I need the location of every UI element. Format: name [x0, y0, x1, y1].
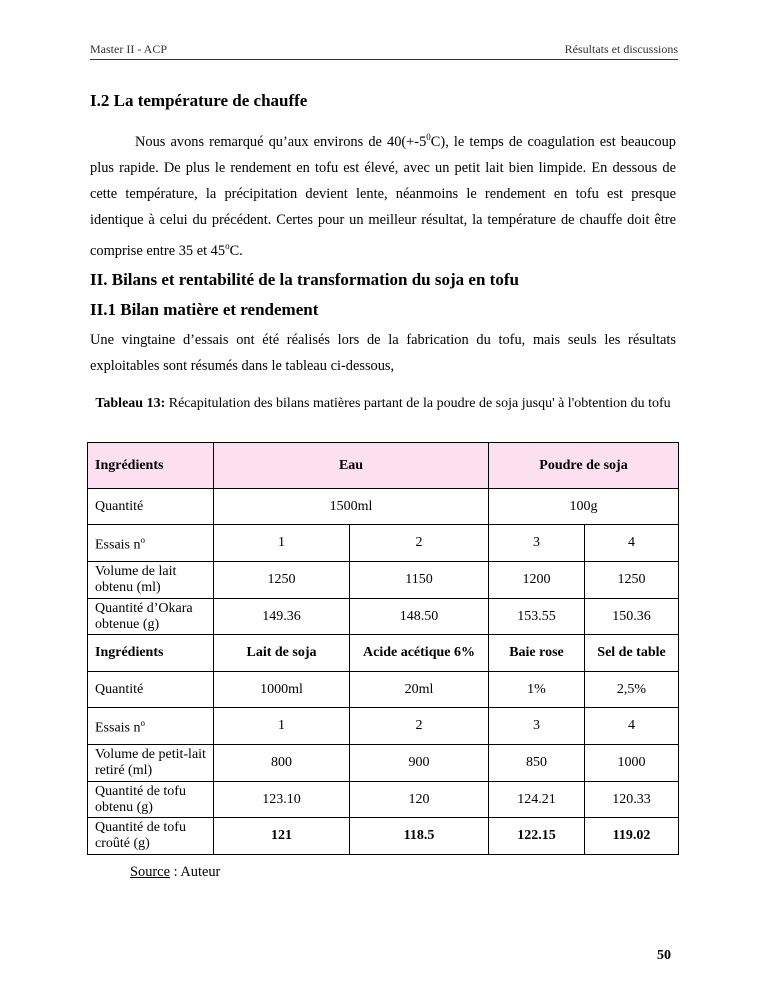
header-left: Master II - ACP [90, 42, 167, 56]
table-row-header-2 [88, 635, 679, 672]
paragraph-temperature [90, 124, 676, 264]
table-caption-label: Tableau 13: [95, 396, 166, 411]
cell-lait-soja: Lait de soja [214, 635, 350, 672]
cell-value: 1 [214, 708, 350, 745]
cell-quantite-label: Quantité [88, 672, 214, 708]
page-number: 50 [657, 948, 671, 963]
cell-value: 20ml [350, 672, 489, 708]
cell-value: 1150 [350, 562, 489, 599]
section-title-temperature: I.2 La température de chauffe [90, 91, 308, 110]
table-caption-text: Récapitulation des bilans matières partant de la poudre de soja jusqu' à l'obtention du tofu [165, 396, 671, 411]
cell-value: 3 [489, 708, 585, 745]
running-header [90, 42, 678, 60]
paragraph-temperature-c: C. [229, 242, 243, 259]
table-row-volume-lait [88, 562, 679, 599]
cell-ingredients-label: Ingrédients [88, 635, 214, 672]
cell-quantite-poudre: 100g [489, 489, 679, 525]
cell-value: 2 [350, 708, 489, 745]
essais-text: Essais n [95, 720, 141, 736]
cell-value: 2,5% [585, 672, 679, 708]
cell-value: 1000 [585, 745, 679, 782]
cell-value: 1200 [489, 562, 585, 599]
superscript-zero: 0 [426, 132, 431, 142]
table-row-quantite-2 [88, 672, 679, 708]
table-row-essais-2 [88, 708, 679, 745]
table-source [130, 864, 220, 881]
cell-volume-lait-label: Volume de lait obtenu (ml) [88, 562, 214, 599]
cell-quantite-eau: 1500ml [214, 489, 489, 525]
cell-value: 850 [489, 745, 585, 782]
cell-value: 119.02 [585, 818, 679, 855]
cell-value: 2 [350, 525, 489, 562]
essais-text: Essais n [95, 537, 141, 553]
cell-value: 118.5 [350, 818, 489, 855]
cell-okara-label: Quantité d’Okara obtenue (g) [88, 599, 214, 635]
cell-value: 122.15 [489, 818, 585, 855]
cell-value: 3 [489, 525, 585, 562]
cell-petit-lait-label: Volume de petit-lait retiré (ml) [88, 745, 214, 782]
paragraph-bilan: Une vingtaine d’essais ont été réalisés lors de la fabrication du tofu, mais seuls les résultats exploitables sont résumés dans le tableau ci-dessous, [90, 332, 676, 374]
cell-value: 1250 [585, 562, 679, 599]
superscript-degree: o [225, 240, 230, 251]
table-row-quantite-1 [88, 489, 679, 525]
header-right: Résultats et discussions [564, 42, 678, 56]
cell-value: 1250 [214, 562, 350, 599]
cell-value: 4 [585, 708, 679, 745]
section-title-bilan-matiere: II.1 Bilan matière et rendement [90, 300, 319, 319]
essais-sup: o [140, 718, 145, 729]
cell-value: 123.10 [214, 782, 350, 818]
cell-value: 149.36 [214, 599, 350, 635]
cell-value: 1 [214, 525, 350, 562]
cell-poudre-soja: Poudre de soja [489, 443, 679, 489]
cell-baie-rose: Baie rose [489, 635, 585, 672]
paragraph-temperature-a: Nous avons remarqué qu’aux environs de 40(+-5 [135, 133, 427, 150]
essais-sup: o [140, 535, 145, 546]
cell-value: 1% [489, 672, 585, 708]
bilan-table [87, 442, 679, 855]
cell-tofu-label: Quantité de tofu obtenu (g) [88, 782, 214, 818]
cell-sel-table: Sel de table [585, 635, 679, 672]
paragraph-temperature-b: C), le temps de coagulation est beaucoup plus rapide. De plus le rendement en tofu est élevé, avec un petit lait bien limpide. En dessous de cette température, la précipitation devient lente, néanmoins le rendement en tofu est presque identique à celui du précédent. Certes pour un meilleur résultat, la température de chauffe doit être comprise entre 35 et 45 [90, 133, 676, 259]
cell-value: 900 [350, 745, 489, 782]
table-row-tofu [88, 782, 679, 818]
section-title-bilans: II. Bilans et rentabilité de la transformation du soja en tofu [90, 270, 519, 289]
cell-eau: Eau [214, 443, 489, 489]
source-text: : Auteur [169, 864, 221, 880]
table-row-petit-lait [88, 745, 679, 782]
cell-value: 120 [350, 782, 489, 818]
cell-ingredients-label: Ingrédients [88, 443, 214, 489]
cell-value: 800 [214, 745, 350, 782]
cell-value: 148.50 [350, 599, 489, 635]
cell-value: 153.55 [489, 599, 585, 635]
table-row-essais-1 [88, 525, 679, 562]
cell-value: 150.36 [585, 599, 679, 635]
cell-acide-acetique: Acide acétique 6% [350, 635, 489, 672]
cell-value: 4 [585, 525, 679, 562]
source-label: Source [130, 864, 170, 880]
cell-essais-label [88, 525, 214, 562]
table-row-okara [88, 599, 679, 635]
table-caption [88, 395, 678, 412]
cell-tofu-croute-label: Quantité de tofu croûté (g) [88, 818, 214, 855]
cell-value: 1000ml [214, 672, 350, 708]
cell-essais-label [88, 708, 214, 745]
table-row-header-1 [88, 443, 679, 489]
table-row-tofu-croute [88, 818, 679, 855]
cell-value: 121 [214, 818, 350, 855]
cell-value: 124.21 [489, 782, 585, 818]
cell-value: 120.33 [585, 782, 679, 818]
cell-quantite-label: Quantité [88, 489, 214, 525]
